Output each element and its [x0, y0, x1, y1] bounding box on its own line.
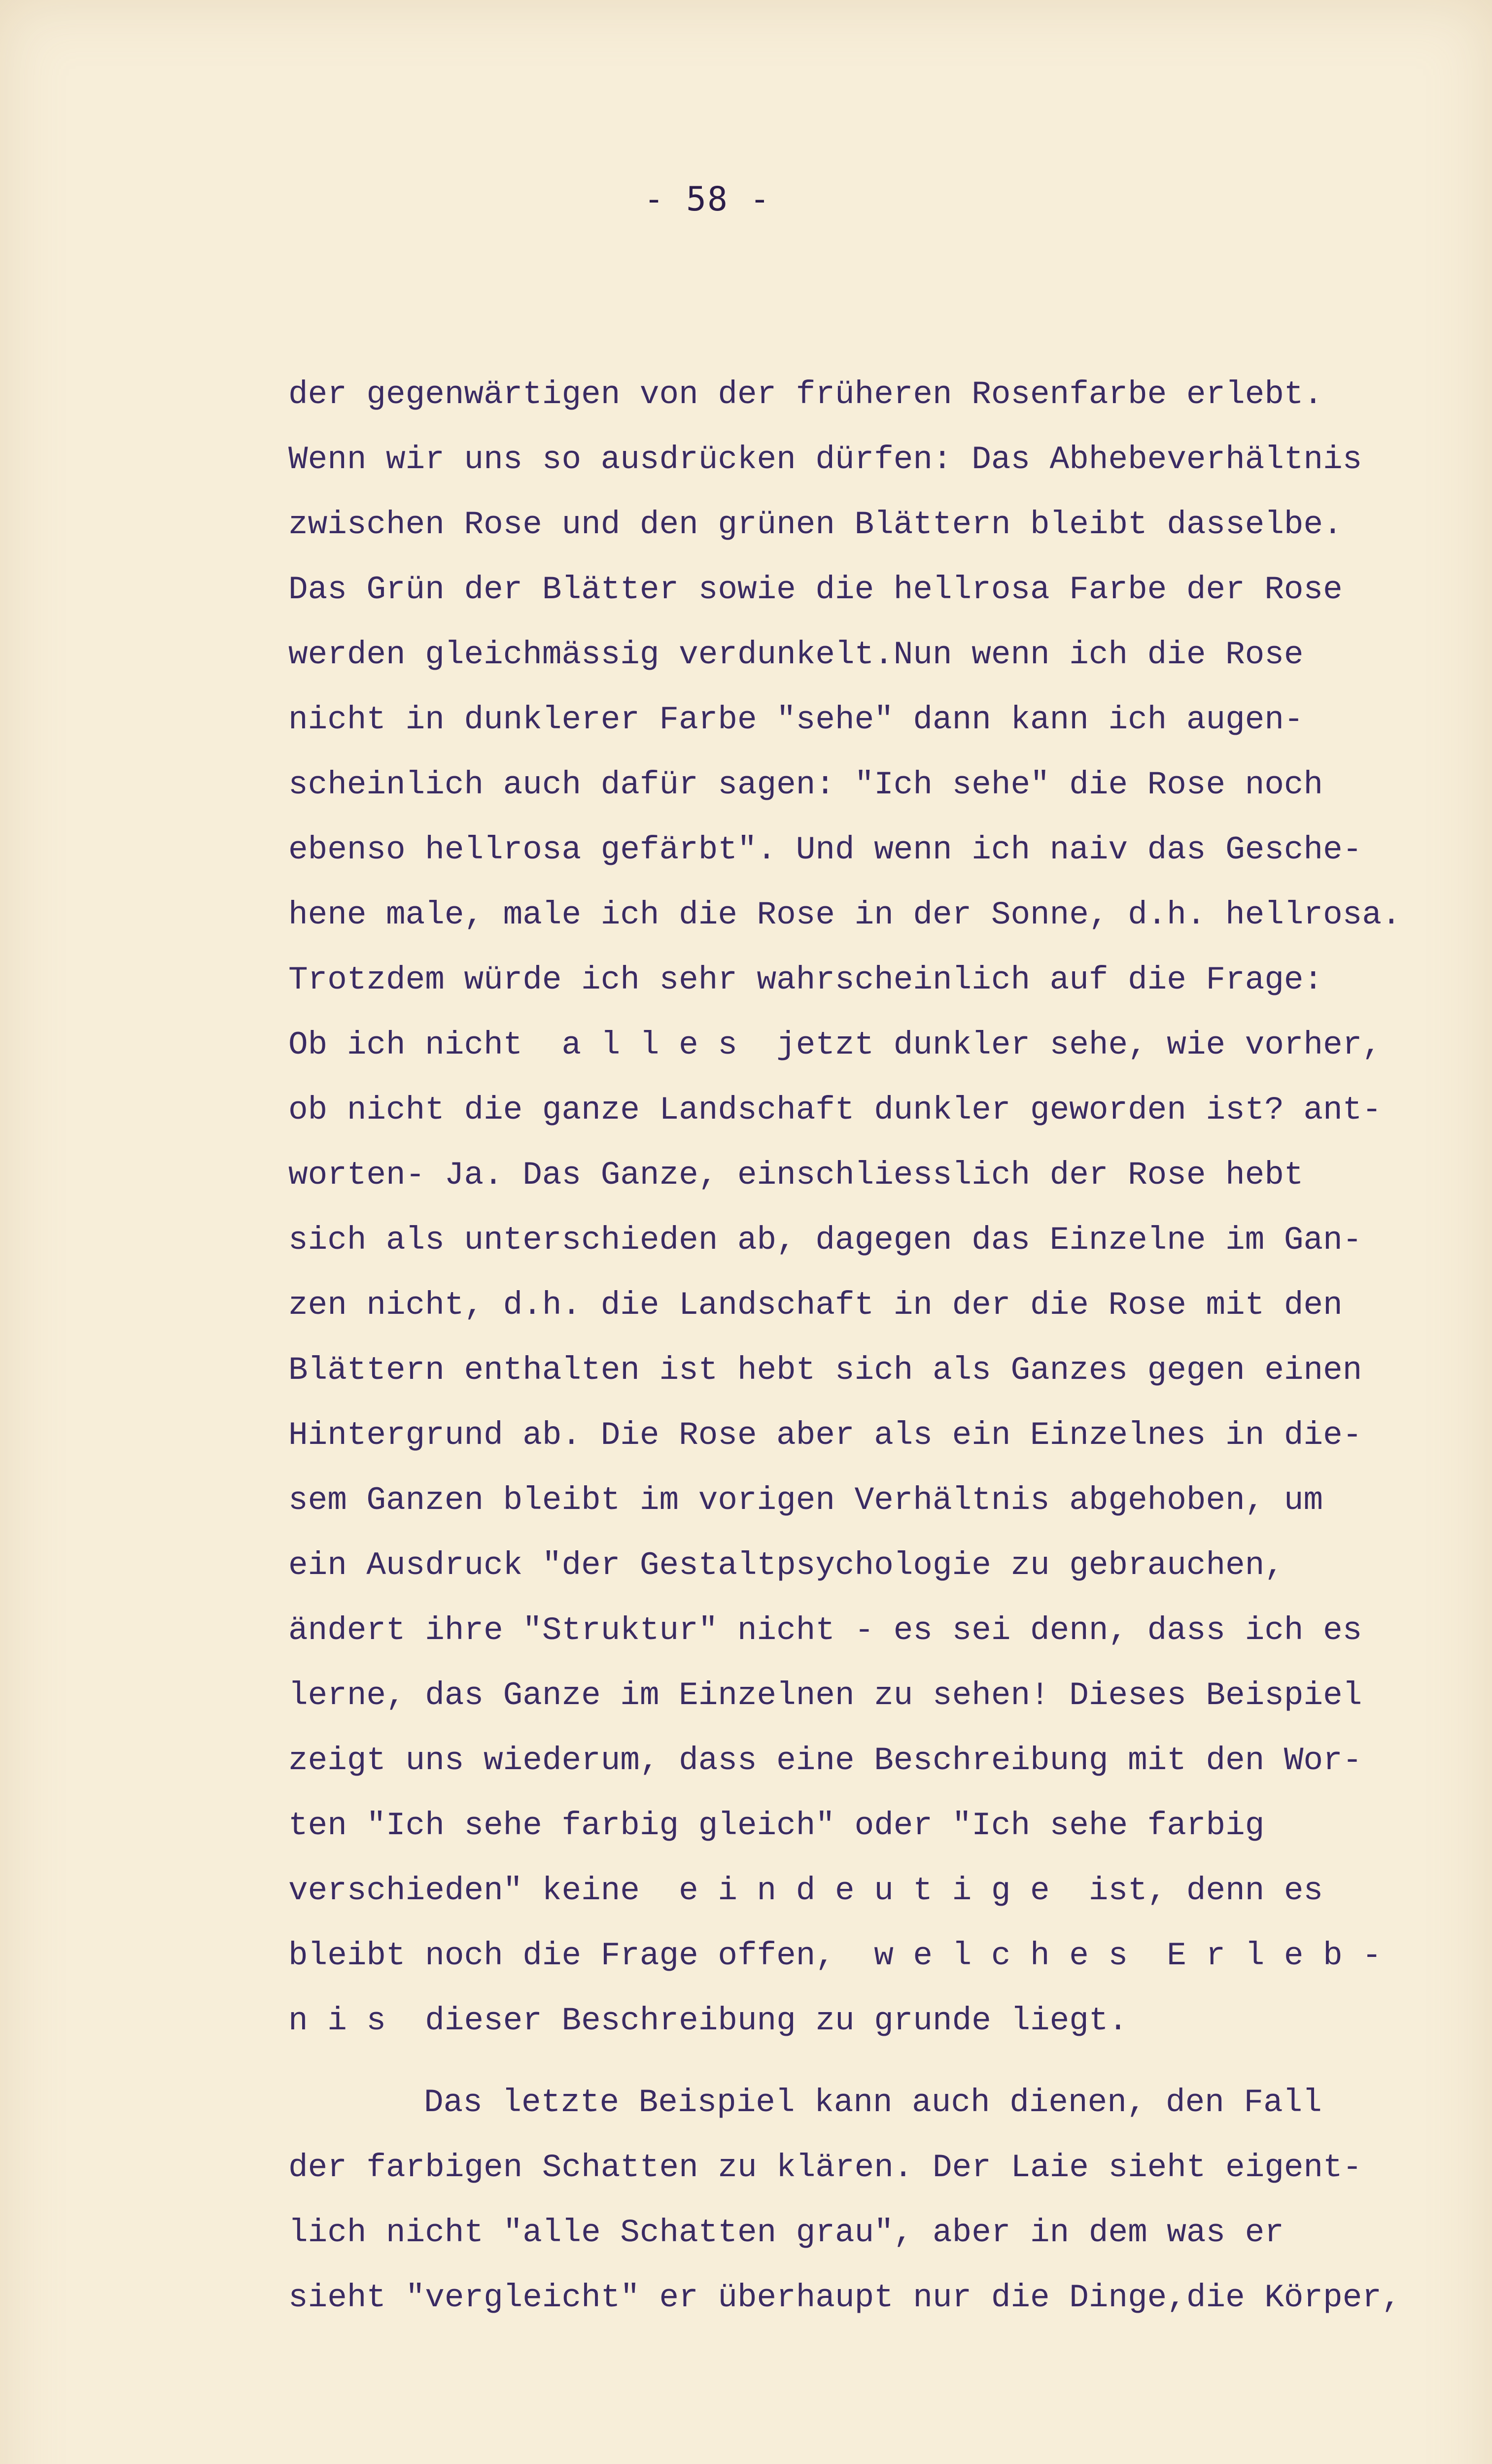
- text-line: werden gleichmässig verdunkelt.Nun wenn ich die Rose: [288, 636, 1304, 673]
- text-line: Blättern enthalten ist hebt sich als Ganzes gegen einen: [288, 1352, 1362, 1389]
- text-line: sem Ganzen bleibt im vorigen Verhältnis abgehoben, um: [288, 1482, 1323, 1519]
- text-line: verschieden" keine e i n d e u t i g e ist, denn es: [288, 1872, 1323, 1909]
- text-line: zeigt uns wiederum, dass eine Beschreibung mit den Wor-: [288, 1742, 1362, 1779]
- text-line: Ob ich nicht a l l e s jetzt dunkler sehe, wie vorher,: [288, 1027, 1382, 1063]
- text-line: ein Ausdruck "der Gestaltpsychologie zu gebrauchen,: [288, 1547, 1284, 1584]
- text-line: lerne, das Ganze im Einzelnen zu sehen! Dieses Beispiel: [288, 1677, 1362, 1714]
- text-line: nicht in dunklerer Farbe "sehe" dann kann ich augen-: [288, 701, 1304, 738]
- text-line: hene male, male ich die Rose in der Sonne, d.h. hellrosa.: [288, 896, 1401, 933]
- text-line: der gegenwärtigen von der früheren Rosenfarbe erlebt.: [288, 376, 1323, 413]
- text-line: scheinlich auch dafür sagen: "Ich sehe" die Rose noch: [288, 766, 1323, 803]
- text-line: zwischen Rose und den grünen Blättern bleibt dasselbe.: [288, 506, 1343, 543]
- text-line: Das Grün der Blätter sowie die hellrosa Farbe der Rose: [288, 571, 1343, 608]
- text-line: der farbigen Schatten zu klären. Der Laie sieht eigent-: [288, 2149, 1362, 2186]
- text-line: Hintergrund ab. Die Rose aber als ein Einzelnes in die-: [288, 1417, 1362, 1454]
- text-line: worten- Ja. Das Ganze, einschliesslich der Rose hebt: [288, 1157, 1304, 1194]
- paragraph-2: [288, 2070, 1471, 2330]
- text-line: ändert ihre "Struktur" nicht - es sei denn, dass ich es: [288, 1612, 1362, 1649]
- text-line: sieht "vergleicht" er überhaupt nur die Dinge,die Körper,: [288, 2279, 1401, 2316]
- text-line: sich als unterschieden ab, dagegen das Einzelne im Gan-: [288, 1222, 1362, 1259]
- text-line: lich nicht "alle Schatten grau", aber in dem was er: [288, 2214, 1284, 2251]
- text-line: ob nicht die ganze Landschaft dunkler geworden ist? ant-: [288, 1092, 1382, 1129]
- page-number: - 58 -: [644, 180, 771, 219]
- text-line: zen nicht, d.h. die Landschaft in der die Rose mit den: [288, 1287, 1343, 1324]
- text-line: bleibt noch die Frage offen, w e l c h e s E r l e b -: [288, 1937, 1382, 1974]
- text-line: n i s dieser Beschreibung zu grunde liegt.: [288, 2002, 1128, 2039]
- text-line: Wenn wir uns so ausdrücken dürfen: Das Abhebeverhältnis: [288, 441, 1362, 478]
- text-line: ebenso hellrosa gefärbt". Und wenn ich naiv das Gesche-: [288, 831, 1362, 868]
- text-line: Trotzdem würde ich sehr wahrscheinlich auf die Frage:: [288, 961, 1323, 998]
- paragraph-break: [288, 2053, 1471, 2070]
- body-text: [288, 362, 1471, 2330]
- text-line: ten "Ich sehe farbig gleich" oder "Ich sehe farbig: [288, 1807, 1265, 1844]
- paragraph-1: [288, 362, 1471, 2053]
- text-line: Das letzte Beispiel kann auch dienen, den Fall: [424, 2084, 1322, 2121]
